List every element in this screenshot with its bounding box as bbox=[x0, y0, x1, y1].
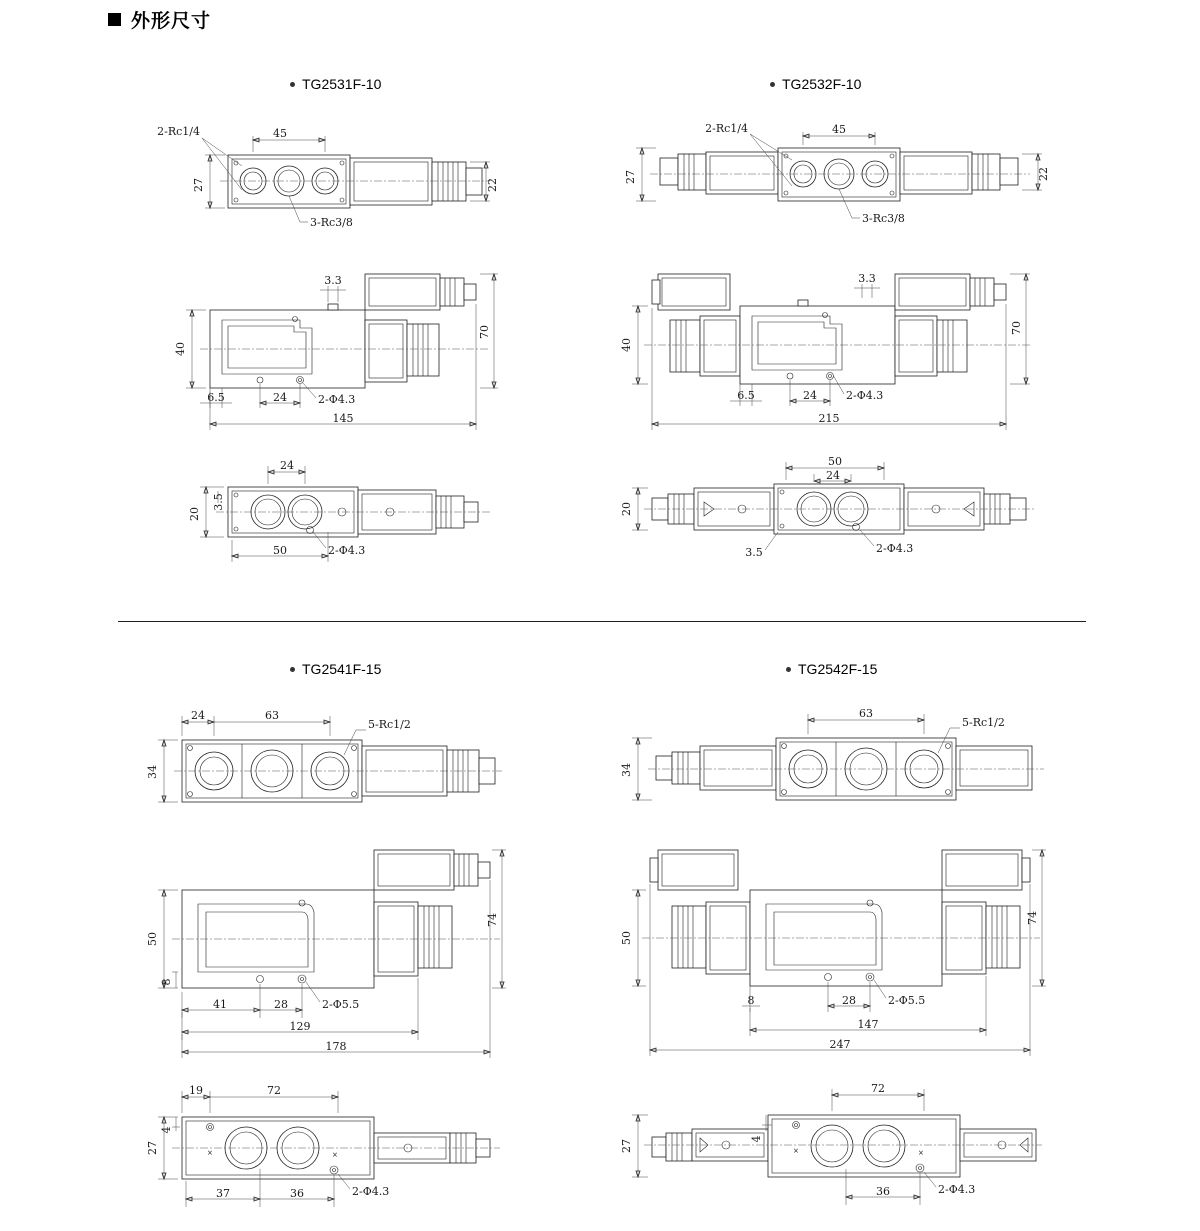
drawing-tg2531f-10-bottom-view bbox=[150, 459, 510, 582]
dim-34: 34 bbox=[146, 765, 159, 779]
svg-text:×: × bbox=[793, 1147, 799, 1155]
label-rc14: 2-Rc1/4 bbox=[705, 122, 748, 135]
dim-8: 8 bbox=[160, 978, 173, 986]
dim-70: 70 bbox=[1010, 321, 1023, 335]
bullet-dot-icon bbox=[786, 667, 791, 672]
bullet-dot-icon bbox=[290, 82, 295, 87]
dim-24: 24 bbox=[273, 391, 287, 404]
bullet-dot-icon bbox=[290, 667, 295, 672]
dim-4: 4 bbox=[160, 1126, 173, 1134]
drawing-tg2542f-15-top-view bbox=[620, 707, 1050, 830]
dim-27: 27 bbox=[146, 1141, 159, 1155]
dim-4: 4 bbox=[750, 1135, 763, 1143]
label-phi43: 2-Φ4.3 bbox=[846, 389, 884, 402]
dim-19: 19 bbox=[189, 1084, 203, 1097]
dim-45: 45 bbox=[832, 123, 846, 136]
dim-70: 70 bbox=[478, 325, 491, 339]
model-caption-tg2541f-15 bbox=[290, 661, 381, 677]
dim-34: 34 bbox=[620, 763, 633, 777]
dim-63: 63 bbox=[265, 709, 279, 722]
label-rc14: 2-Rc1/4 bbox=[157, 125, 200, 138]
section-divider bbox=[118, 621, 1086, 622]
dim-24: 24 bbox=[280, 459, 294, 472]
label-phi43: 2-Φ4.3 bbox=[318, 393, 356, 406]
drawing-tg2542f-15-bottom-view bbox=[620, 1082, 1050, 1215]
dim-24: 24 bbox=[191, 709, 205, 722]
label-rc12: 5-Rc1/2 bbox=[368, 718, 411, 731]
bullet-dot-icon bbox=[770, 82, 775, 87]
dim-20: 20 bbox=[620, 502, 633, 516]
square-bullet-icon bbox=[108, 13, 121, 26]
dim-40: 40 bbox=[174, 342, 187, 356]
drawing-tg2541f-15-front-view bbox=[146, 840, 510, 1060]
dim-20: 20 bbox=[188, 507, 201, 521]
drawing-tg2532f-10-top-view bbox=[624, 122, 1050, 240]
model-caption-tg2542f-15 bbox=[786, 661, 877, 677]
label-rc38: 3-Rc3/8 bbox=[862, 212, 905, 225]
dim-50: 50 bbox=[273, 544, 287, 557]
drawing-tg2541f-15-top-view bbox=[146, 709, 510, 830]
dim-37: 37 bbox=[216, 1187, 230, 1200]
drawing-tg2532f-10-bottom-view bbox=[620, 455, 1050, 582]
dim-74: 74 bbox=[486, 913, 499, 927]
dim-41: 41 bbox=[213, 998, 227, 1011]
dim-3-5: 3.5 bbox=[212, 493, 225, 511]
svg-text:×: × bbox=[918, 1149, 924, 1157]
label-rc38: 3-Rc3/8 bbox=[310, 216, 353, 229]
dim-129: 129 bbox=[289, 1020, 311, 1033]
model-caption-tg2532f-10 bbox=[770, 76, 861, 92]
model-label: TG2541F-15 bbox=[302, 661, 382, 677]
dim-74: 74 bbox=[1026, 911, 1039, 925]
dim-63: 63 bbox=[859, 707, 873, 720]
dim-40: 40 bbox=[620, 338, 633, 352]
dim-247: 247 bbox=[829, 1038, 851, 1051]
label-phi43: 2-Φ4.3 bbox=[876, 542, 914, 555]
page-header bbox=[108, 6, 211, 33]
dim-22: 22 bbox=[1037, 167, 1050, 181]
dim-72: 72 bbox=[871, 1082, 885, 1095]
dim-8: 8 bbox=[747, 994, 755, 1007]
model-caption-tg2531f-10 bbox=[290, 76, 381, 92]
dim-27: 27 bbox=[192, 178, 205, 192]
dim-22: 22 bbox=[486, 178, 499, 192]
dim-27: 27 bbox=[624, 170, 637, 184]
dim-50: 50 bbox=[146, 932, 159, 946]
dim-3-3: 3.3 bbox=[858, 272, 876, 285]
dim-36: 36 bbox=[876, 1185, 890, 1198]
drawing-tg2531f-10-front-view bbox=[150, 262, 510, 442]
dim-24: 24 bbox=[803, 389, 817, 402]
dim-50: 50 bbox=[828, 455, 842, 468]
dim-45: 45 bbox=[273, 127, 287, 140]
model-label: TG2542F-15 bbox=[798, 661, 878, 677]
svg-text:×: × bbox=[207, 1149, 213, 1157]
model-label: TG2531F-10 bbox=[302, 76, 382, 92]
label-phi43: 2-Φ4.3 bbox=[938, 1183, 976, 1196]
dim-6-5: 6.5 bbox=[737, 389, 755, 402]
drawing-tg2542f-15-front-view bbox=[620, 840, 1050, 1060]
drawing-tg2541f-15-bottom-view bbox=[146, 1084, 510, 1215]
drawing-tg2532f-10-front-view bbox=[620, 262, 1050, 442]
dim-147: 147 bbox=[857, 1018, 879, 1031]
label-phi43: 2-Φ4.3 bbox=[352, 1185, 390, 1198]
dim-6-5: 6.5 bbox=[207, 391, 225, 404]
page-title: 外形尺寸 bbox=[131, 10, 212, 32]
dim-28: 28 bbox=[274, 998, 288, 1011]
dim-3-5: 3.5 bbox=[745, 546, 763, 559]
label-rc12: 5-Rc1/2 bbox=[962, 716, 1005, 729]
dim-72: 72 bbox=[267, 1084, 281, 1097]
label-phi43: 2-Φ4.3 bbox=[328, 544, 366, 557]
drawing-tg2531f-10-top-view bbox=[150, 125, 510, 240]
dim-36: 36 bbox=[290, 1187, 304, 1200]
dim-215: 215 bbox=[818, 412, 840, 425]
model-label: TG2532F-10 bbox=[782, 76, 862, 92]
label-phi55: 2-Φ5.5 bbox=[888, 994, 926, 1007]
dim-28: 28 bbox=[842, 994, 856, 1007]
dim-50: 50 bbox=[620, 931, 633, 945]
label-phi55: 2-Φ5.5 bbox=[322, 998, 360, 1011]
dim-3-3: 3.3 bbox=[324, 274, 342, 287]
dim-145: 145 bbox=[332, 412, 354, 425]
dim-24: 24 bbox=[826, 469, 840, 482]
dim-27: 27 bbox=[620, 1139, 633, 1153]
svg-text:×: × bbox=[332, 1151, 338, 1159]
dim-178: 178 bbox=[325, 1040, 347, 1053]
